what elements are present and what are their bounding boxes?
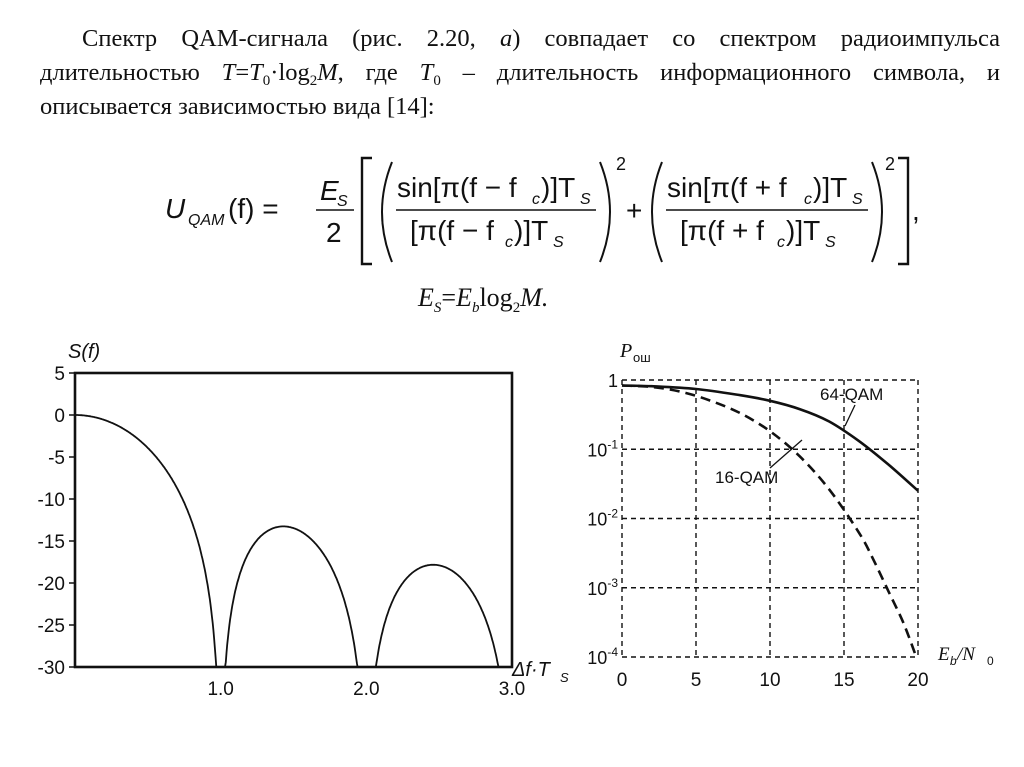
ber-x-label-end-sub: 0 (987, 654, 994, 668)
formula-den2-sub: c (777, 234, 785, 251)
ber-y-tick-label: $10^{-3}$ (587, 575, 618, 599)
formula-coef-den: 2 (326, 217, 342, 248)
qam-spectrum-formula (0, 140, 1024, 270)
spectrum-x-tick-label: 2.0 (353, 679, 380, 700)
formula-comma: , (912, 195, 920, 226)
formula-paren-open-2 (652, 162, 662, 262)
series-16qam-curve (622, 386, 915, 654)
spectrum-x-tick-label: 1.0 (207, 679, 234, 700)
ber-x-tick-label: 10 (759, 670, 781, 691)
spectrum-y-tick-label: 5 (54, 364, 65, 385)
formula-coef-num-sub: S (337, 193, 348, 210)
spectrum-y-tick-label: -25 (37, 616, 65, 637)
formula-num1: sin[π(f − f (397, 172, 517, 203)
formula-lhs-sub: QAM (188, 212, 225, 229)
formula-den2: [π(f + f (680, 215, 764, 246)
spectrum-y-tick-label: 0 (54, 406, 65, 427)
ber-y-tick-label: $10^{-2}$ (587, 506, 618, 530)
spectrum-y-tick-label: -10 (37, 490, 65, 511)
formula-num1-end: )]T (541, 172, 576, 203)
spectrum-y-label: S(f) (68, 341, 101, 363)
formula-lhs-arg: (f) = (228, 193, 279, 224)
formula-paren-open-1 (382, 162, 392, 262)
ber-y-label: P (620, 340, 633, 362)
ber-x-tick-label: 20 (907, 670, 929, 691)
ber-y-tick-label: $10^{-1}$ (587, 437, 618, 461)
formula-den1-sub: c (505, 234, 513, 251)
formula-plus: + (626, 195, 643, 226)
formula-right-bracket (898, 158, 908, 264)
spectrum-curve (75, 415, 512, 667)
spectrum-x-label-sub: S (560, 670, 569, 685)
ber-x-label-end: /N (957, 644, 975, 665)
formula-left-bracket (362, 158, 372, 264)
spectrum-x-tick-label: 3.0 (498, 679, 526, 700)
spectrum-y-tick-label: -20 (37, 574, 65, 595)
ber-x-tick-label: 5 (690, 670, 702, 691)
spectrum-y-tick-label: -15 (37, 532, 65, 553)
ber-x-label-sub: b (950, 654, 957, 668)
legend-64qam-pointer (845, 405, 855, 426)
formula-paren-close-1 (600, 162, 610, 262)
ber-x-tick-label: 15 (833, 670, 855, 691)
legend-64qam: 64-QAM (820, 385, 884, 404)
ber-y-label-sub: ош (633, 350, 651, 365)
formula-paren-close-2 (872, 162, 882, 262)
formula-power-1: 2 (616, 154, 627, 174)
spectrum-y-tick-label: -30 (37, 658, 65, 679)
formula-lhs-u: U (165, 193, 186, 224)
spectrum-x-label: Δf·T (512, 659, 550, 681)
legend-16qam: 16-QAM (715, 468, 779, 487)
formula-den1-end: )]T (514, 215, 549, 246)
formula-den1: [π(f − f (410, 215, 494, 246)
formula-num2-end-sub: S (852, 191, 863, 208)
formula-num2-sub: c (804, 191, 812, 208)
formula-coef-num: E (320, 175, 339, 206)
formula-den2-end-sub: S (825, 234, 836, 251)
formula-num2-end: )]T (813, 172, 848, 203)
formula-den2-end: )]T (786, 215, 821, 246)
ber-y-tick-label: 1 (607, 371, 618, 391)
paragraph-text: Спектр QAM-сигнала (рис. 2.20, a) совпадает со спектром радиоимпульса длительностью $T=T_0\cdot\log_2M$, где $T_0$ – длительность информационного символа, и описывается зависимостью вида [14]: (40, 25, 1001, 120)
energy-relation: $E_S=E_b\log_2M$. (418, 283, 549, 316)
spectrum-chart (0, 330, 569, 767)
formula-power-2: 2 (885, 154, 896, 174)
ber-x-label: E (938, 644, 950, 665)
ber-y-tick-label: $10^{-4}$ (587, 645, 618, 668)
ber-chart (540, 330, 1024, 767)
formula-num2: sin[π(f + f (667, 172, 787, 203)
formula-num1-sub: c (532, 191, 540, 208)
formula-den1-end-sub: S (553, 234, 564, 251)
spectrum-y-tick-label: -5 (48, 448, 65, 469)
ber-x-tick-label: 0 (616, 670, 628, 691)
spectrum-plot-frame (75, 373, 512, 667)
formula-num1-end-sub: S (580, 191, 591, 208)
